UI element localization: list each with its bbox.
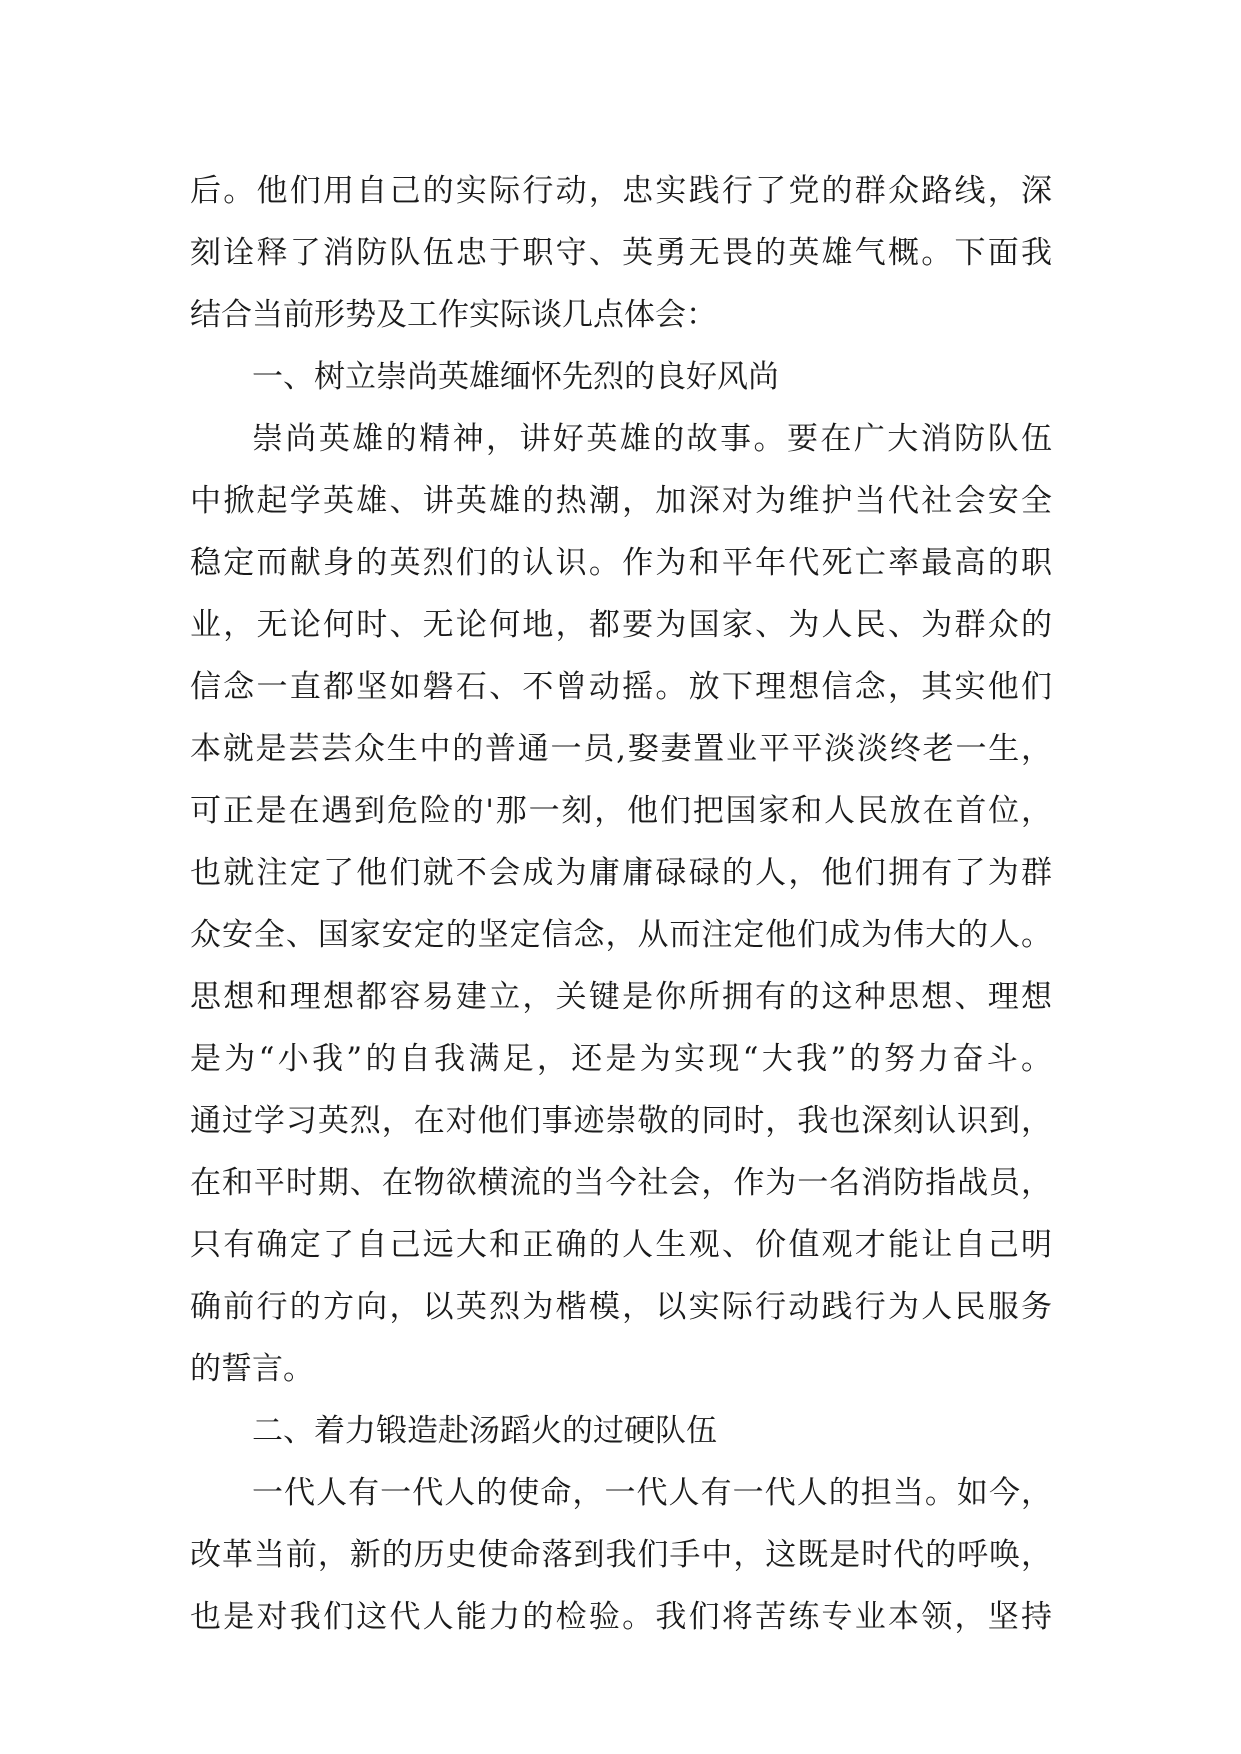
text-line: 的誓言。 [190,1351,314,1387]
text-line: 通过学习英烈，在对他们事迹崇敬的同时，我也深刻认识到， [190,1103,1052,1139]
text-line: 业，无论何时、无论何地，都要为国家、为人民、为群众的 [190,607,1052,643]
text-line: 众安全、国家安定的坚定信念，从而注定他们成为伟大的人。 [190,917,1052,953]
text-line: 改革当前，新的历史使命落到我们手中，这既是时代的呼唤， [190,1537,1052,1573]
text-line: 后。他们用自己的实际行动，忠实践行了党的群众路线，深 [190,173,1052,209]
text-line: 确前行的方向，以英烈为楷模，以实际行动践行为人民服务 [190,1289,1052,1325]
text-line: 只有确定了自己远大和正确的人生观、价值观才能让自己明 [190,1227,1052,1263]
section-heading: 二、着力锻造赴汤蹈火的过硬队伍 [252,1413,717,1449]
text-line: 一代人有一代人的使命，一代人有一代人的担当。如今， [252,1475,1052,1511]
section-heading: 一、树立崇尚英雄缅怀先烈的良好风尚 [252,359,779,395]
text-line: 在和平时期、在物欲横流的当今社会，作为一名消防指战员， [190,1165,1052,1201]
text-line: 可正是在遇到危险的'那一刻，他们把国家和人民放在首位， [190,793,1052,829]
text-line: 也是对我们这代人能力的检验。我们将苦练专业本领，坚持 [190,1599,1052,1635]
text-line: 是为“小我”的自我满足，还是为实现“大我”的努力奋斗。 [190,1041,1052,1077]
text-line: 崇尚英雄的精神，讲好英雄的故事。要在广大消防队伍 [252,421,1052,457]
text-line: 结合当前形势及工作实际谈几点体会： [190,297,717,333]
text-line: 思想和理想都容易建立，关键是你所拥有的这种思想、理想 [190,979,1052,1015]
text-line: 刻诠释了消防队伍忠于职守、英勇无畏的英雄气概。下面我 [190,235,1052,271]
document-body [190,160,1052,1648]
text-line: 本就是芸芸众生中的普通一员,娶妻置业平平淡淡终老一生， [190,731,1052,767]
text-line: 稳定而献身的英烈们的认识。作为和平年代死亡率最高的职 [190,545,1052,581]
text-line: 中掀起学英雄、讲英雄的热潮，加深对为维护当代社会安全 [190,483,1052,519]
text-line: 也就注定了他们就不会成为庸庸碌碌的人，他们拥有了为群 [190,855,1052,891]
text-line: 信念一直都坚如磐石、不曾动摇。放下理想信念，其实他们 [190,669,1052,705]
